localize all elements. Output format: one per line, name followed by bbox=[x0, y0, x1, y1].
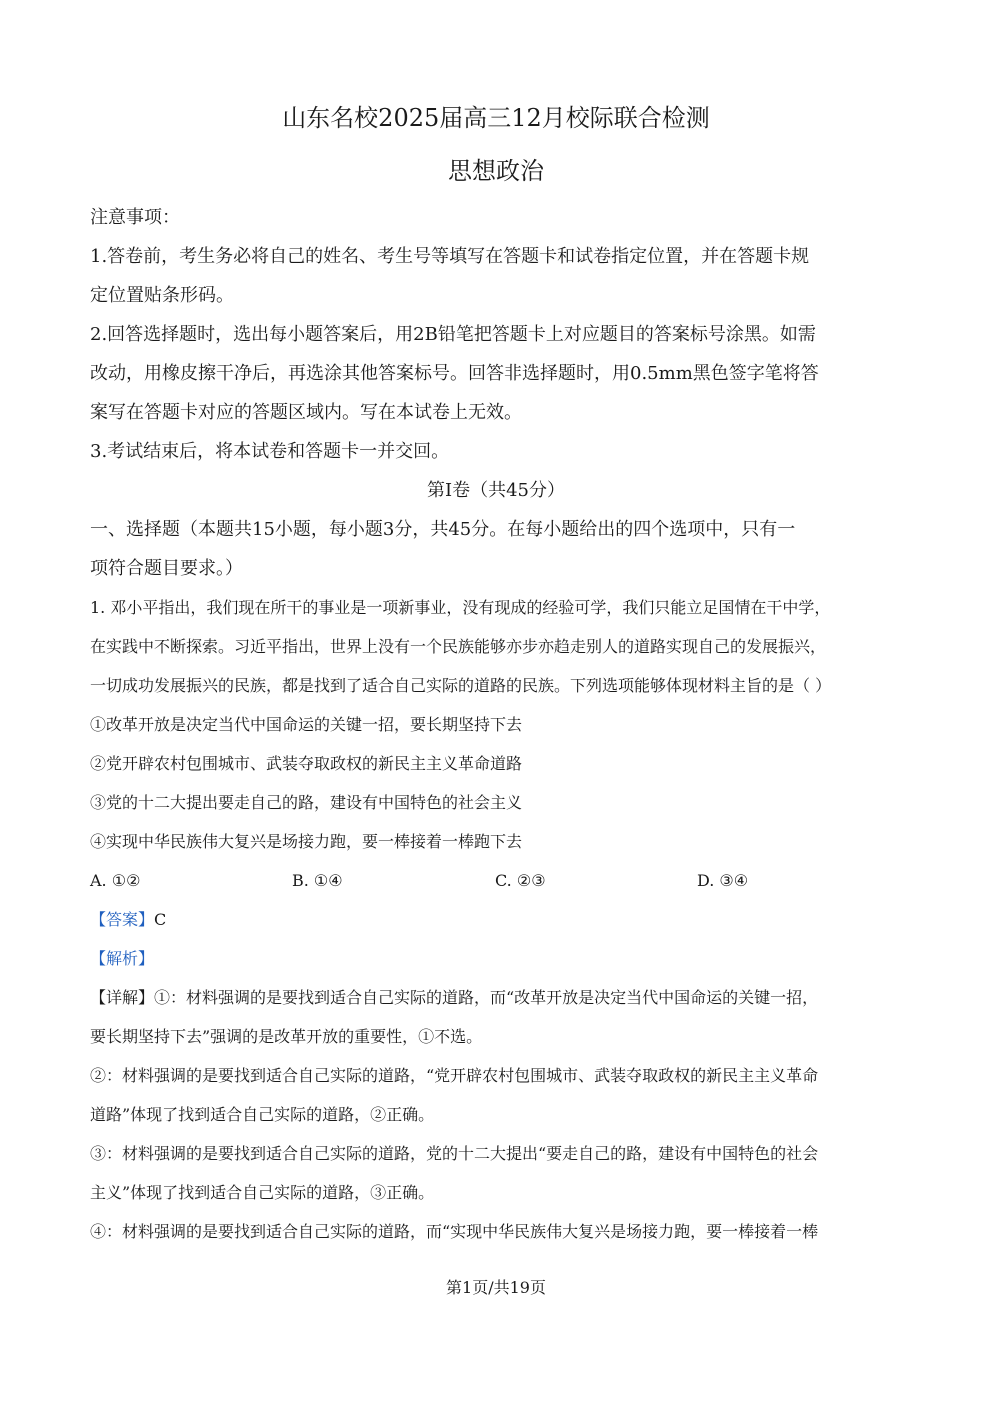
option-a: A. ①② bbox=[90, 871, 141, 890]
answer-line bbox=[90, 907, 166, 933]
detail-line: ②：材料强调的是要找到适合自己实际的道路，“党开辟农村包围城市、武装夺取政权的新民主主义革命 bbox=[90, 1066, 819, 1085]
statement-item: ②党开辟农村包围城市、武装夺取政权的新民主主义革命道路 bbox=[90, 754, 523, 773]
answer-tag: 【答案】 bbox=[90, 910, 155, 929]
page-indicator: 第1页/共19页 bbox=[446, 1278, 546, 1297]
detail-line: ③：材料强调的是要找到适合自己实际的道路，党的十二大提出“要走自己的路，建设有中国特色的社会 bbox=[90, 1144, 819, 1163]
volume-heading: 第Ⅰ卷（共45分） bbox=[426, 480, 565, 501]
notice-line: 案写在答题卡对应的答题区域内。写在本试卷上无效。 bbox=[90, 402, 522, 423]
statement-item: ④实现中华民族伟大复兴是场接力跑，要一棒接着一棒跑下去 bbox=[90, 832, 523, 851]
part-instruction: 一、选择题（本题共15小题，每小题3分，共45分。在每小题给出的四个选项中，只有一 bbox=[90, 519, 796, 540]
question-stem: 1. 邓小平指出，我们现在所干的事业是一项新事业，没有现成的经验可学，我们只能立足国情在干中学， bbox=[90, 598, 831, 617]
exam-title: 山东名校2025届高三12月校际联合检测 bbox=[282, 104, 710, 132]
question-stem: 在实践中不断探索。习近平指出，世界上没有一个民族能够亦步亦趋走别人的道路实现自己的发展振兴， bbox=[90, 637, 827, 656]
option-c: C. ②③ bbox=[495, 871, 546, 890]
notice-line: 2.回答选择题时，选出每小题答案后，用2B铅笔把答题卡上对应题目的答案标号涂黑。如需 bbox=[90, 324, 816, 345]
statement-item: ③党的十二大提出要走自己的路，建设有中国特色的社会主义 bbox=[90, 793, 523, 812]
option-d: D. ③④ bbox=[697, 871, 749, 890]
detail-line: 主义”体现了找到适合自己实际的道路，③正确。 bbox=[90, 1183, 435, 1202]
detail-line: 【详解】①：材料强调的是要找到适合自己实际的道路，而“改革开放是决定当代中国命运的关键一招， bbox=[90, 988, 819, 1007]
answer-value: C bbox=[154, 910, 167, 929]
detail-line: 要长期坚持下去”强调的是改革开放的重要性，①不选。 bbox=[90, 1027, 483, 1046]
option-b: B. ①④ bbox=[292, 871, 343, 890]
part-instruction: 项符合题目要求。） bbox=[90, 558, 243, 579]
notice-heading: 注意事项： bbox=[90, 207, 180, 228]
question-stem: 一切成功发展振兴的民族，都是找到了适合自己实际的道路的民族。下列选项能够体现材料主旨的是（ ） bbox=[90, 676, 832, 695]
notice-line: 改动，用橡皮擦干净后，再选涂其他答案标号。回答非选择题时，用0.5mm黑色签字笔将答 bbox=[90, 363, 819, 384]
notice-line: 定位置贴条形码。 bbox=[90, 285, 234, 306]
notice-line: 1.答卷前，考生务必将自己的姓名、考生号等填写在答题卡和试卷指定位置，并在答题卡规 bbox=[90, 246, 810, 267]
notice-line: 3.考试结束后，将本试卷和答题卡一并交回。 bbox=[90, 441, 450, 462]
detail-line: 道路”体现了找到适合自己实际的道路，②正确。 bbox=[90, 1105, 435, 1124]
analysis-line bbox=[90, 946, 154, 972]
analysis-tag: 【解析】 bbox=[90, 949, 155, 968]
subject-title: 思想政治 bbox=[448, 157, 544, 185]
detail-line: ④：材料强调的是要找到适合自己实际的道路，而“实现中华民族伟大复兴是场接力跑，要一棒接着一棒 bbox=[90, 1222, 819, 1241]
statement-item: ①改革开放是决定当代中国命运的关键一招，要长期坚持下去 bbox=[90, 715, 523, 734]
